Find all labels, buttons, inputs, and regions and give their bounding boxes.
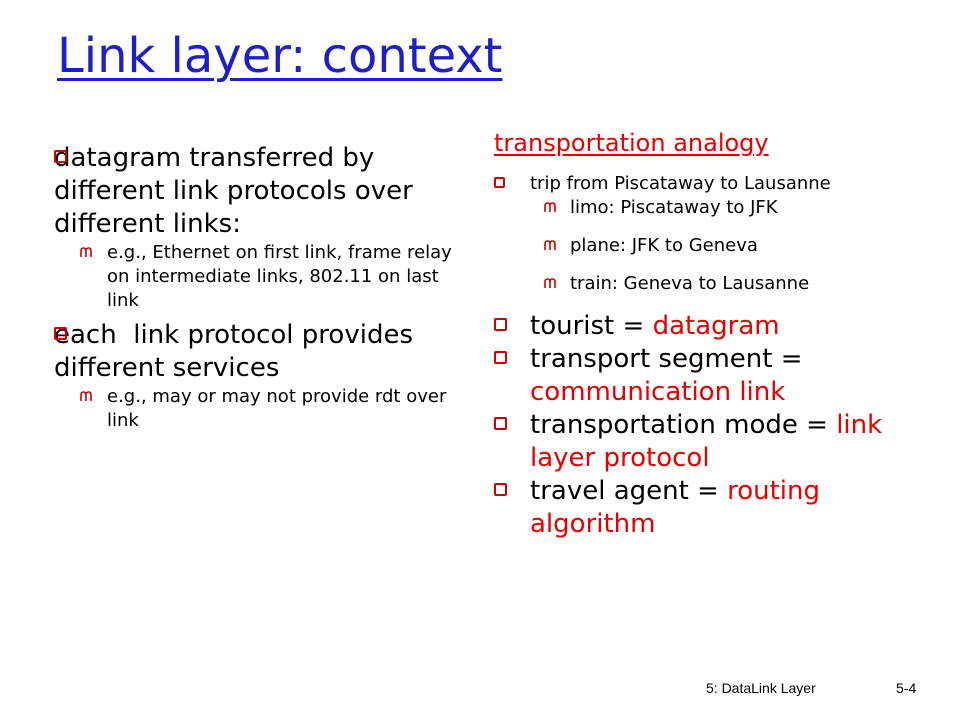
square-bullet-icon [54,150,67,163]
mapping-value: datagram [652,311,780,341]
bullet-text: datagram transferred by different link protocols over different links: [54,143,413,239]
trip-text: trip from Piscataway to Lausanne [530,173,831,194]
trip-leg [494,196,894,220]
footer-chapter: 5: DataLink Layer [706,680,816,696]
mapping-term: transportation mode = [530,410,837,440]
analogy-heading: transportation analogy [494,129,769,157]
mapping-item [494,475,894,541]
sub-bullet-icon [544,240,556,251]
sub-bullet-icon [544,278,556,289]
sub-bullet-text: e.g., may or may not provide rdt over link [107,386,447,431]
mapping-value: routing algorithm [530,476,821,539]
square-bullet-icon [494,483,507,496]
mapping-term: transport segment = [530,344,811,374]
square-bullet-icon [494,351,507,364]
sub-bullet-text: e.g., Ethernet on first link, frame relay on intermediate links, 802.11 on last link [107,242,452,311]
bullet-text: each link protocol provides different services [54,320,422,383]
trip-leg [494,234,894,258]
footer-page-number: 5-4 [896,680,917,696]
square-bullet-icon [54,327,67,340]
mapping-value: link layer protocol [530,410,883,473]
square-bullet-icon [494,417,507,430]
sub-bullet-icon [80,391,92,402]
trip-item [494,172,894,196]
bullet-item [54,319,454,385]
trip-leg-text: train: Geneva to Lausanne [570,273,810,294]
mapping-item [494,310,894,343]
slide-title: Link layer: context [57,28,503,84]
sub-bullet-icon [80,247,92,258]
mapping-value: communication link [530,377,786,407]
mapping-item [494,409,894,475]
trip-leg [494,272,894,296]
right-column [494,172,894,541]
square-bullet-icon [494,177,505,188]
mapping-item [494,343,894,409]
mapping-term: tourist = [530,311,653,341]
trip-leg-text: plane: JFK to Geneva [570,235,758,256]
trip-leg-text: limo: Piscataway to JFK [570,197,778,218]
sub-bullet-icon [544,202,556,213]
sub-bullet-item [54,241,454,313]
mapping-term: travel agent = [530,476,728,506]
bullet-item [54,142,454,241]
square-bullet-icon [494,318,507,331]
left-column [54,142,454,433]
sub-bullet-item [54,385,454,433]
